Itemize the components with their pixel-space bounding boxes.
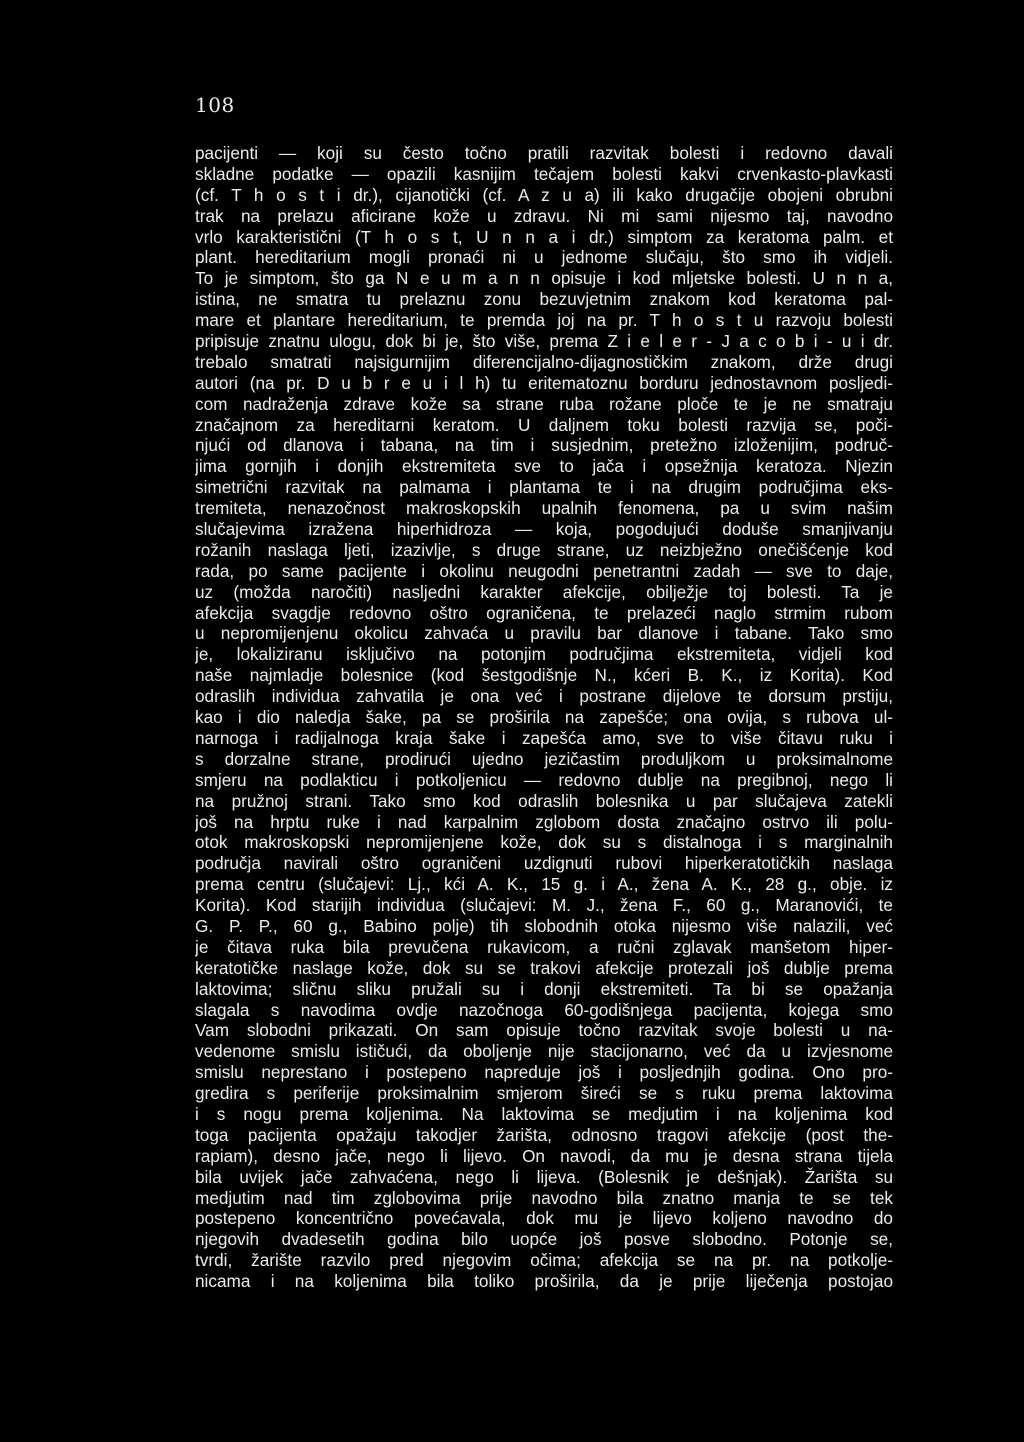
text-line: skladne podatke — opazili kasnijim tečajem bolesti kakvi crvenkasto-plavkasti: [195, 163, 893, 184]
text-line: mare et plantare hereditarium, te premda joj na pr. T h o s t u razvoju bolesti: [195, 310, 893, 331]
text-line: gredira s periferije proksimalnim smjerom šireći se s ruku prema laktovima: [195, 1083, 893, 1104]
text-line: značajnom za hereditarni keratom. U daljnem toku bolesti razvija se, poči-: [195, 414, 893, 435]
text-line: rožanih naslaga ljeti, izazivlje, s druge strane, uz neizbježno onečišćenje kod: [195, 539, 893, 560]
text-line: postepeno koncentrično povećavala, dok mu je lijevo koljeno navodno do: [195, 1208, 893, 1229]
text-line: rapiam), desno jače, nego li lijevo. On navodi, da mu je desna strana tijela: [195, 1145, 893, 1166]
text-line: afekcija svagdje redovno oštro ograničena, te prelazeći naglo strmim rubom: [195, 602, 893, 623]
text-line: vrlo karakteristični (T h o s t, U n n a i dr.) simptom za keratoma palm. et: [195, 226, 893, 247]
text-line: otok makroskopski nepromijenjene kože, dok su s distalnoga i s marginalnih: [195, 832, 893, 853]
text-line: je, lokaliziranu isključivo na potonjim područjima ekstremiteta, vidjeli kod: [195, 644, 893, 665]
text-line: G. P. P., 60 g., Babino polje) tih slobodnih otoka nijesmo više nalazili, već: [195, 915, 893, 936]
text-line: autori (na pr. D u b r e u i l h) tu eritematoznu borduru jednostavnom posljedi-: [195, 372, 893, 393]
body-text: [195, 143, 893, 1292]
text-line: je čitava ruka bila prevučena rukavicom, a ručni zglavak manšetom hiper-: [195, 936, 893, 957]
text-line: odraslih individua zahvatila je ona već i postrane dijelove te dorsum prstiju,: [195, 686, 893, 707]
text-line: slučajevima izražena hiperhidroza — koja, pogodujući doduše smanjivanju: [195, 519, 893, 540]
text-line: trebalo smatrati najsigurnijim diferencijalno-dijagnostičkim znakom, drže drugi: [195, 351, 893, 372]
text-line: njegovih dvadesetih godina bilo uopće još posve slobodno. Potonje se,: [195, 1229, 893, 1250]
text-line: kao i dio naledja šake, pa se proširila na zapešće; ona ovija, s rubova ul-: [195, 707, 893, 728]
text-line: jima gornjih i donjih ekstremiteta sve to jača i opsežnija keratoza. Njezin: [195, 456, 893, 477]
page-number: 108: [195, 93, 235, 117]
text-line: trak na prelazu aficirane kože u zdravu. Ni mi sami nijesmo taj, navodno: [195, 205, 893, 226]
text-line: laktovima; sličnu sliku pružali su i donji ekstremiteti. Ta bi se opažanja: [195, 978, 893, 999]
text-line: njući od dlanova i tabana, na tim i susjednim, pretežno izloženijim, područ-: [195, 435, 893, 456]
text-line: uz (možda naročiti) nasljedni karakter afekcije, obilježje toj bolesti. Ta je: [195, 581, 893, 602]
text-line: tvrdi, žarište razvilo pred njegovim očima; afekcija se na pr. na potkolje-: [195, 1250, 893, 1271]
text-line: To je simptom, što ga N e u m a n n opisuje i kod mljetske bolesti. U n n a,: [195, 268, 893, 289]
text-line: u nepromijenjenu okolicu zahvaća u pravilu bar dlanove i tabane. Tako smo: [195, 623, 893, 644]
text-line: pripisuje znatnu ulogu, dok bi je, što više, prema Z i e l e r - J a c o b i - u i dr.: [195, 331, 893, 352]
text-line: vedenome smislu ističući, da oboljenje nije stacijonarno, već da u izvjesnome: [195, 1041, 893, 1062]
text-line: plant. hereditarium mogli pronaći ni u jednome slučaju, što smo ih vidjeli.: [195, 247, 893, 268]
text-line: nicama i na koljenima bila toliko proširila, da je prije liječenja postojao: [195, 1271, 893, 1292]
text-line: naše najmladje bolesnice (kod šestgodišnje N., kćeri B. K., iz Korita). Kod: [195, 665, 893, 686]
text-line: toga pacijenta opažaju takodjer žarišta, odnosno tragovi afekcije (post the-: [195, 1124, 893, 1145]
text-line: istina, ne smatra tu prelaznu zonu bezuvjetnim znakom kod keratoma pal-: [195, 289, 893, 310]
text-line: smislu neprestano i postepeno napreduje još i posljednjih godina. Ono pro-: [195, 1062, 893, 1083]
text-line: područja navirali oštro ograničeni uzdignuti rubovi hiperkeratotičkih naslaga: [195, 853, 893, 874]
text-line: bila uvijek jače zahvaćena, nego li lijeva. (Bolesnik je dešnjak). Žarišta su: [195, 1166, 893, 1187]
text-line: keratotičke naslage kože, dok su se trakovi afekcije protezali još dublje prema: [195, 957, 893, 978]
text-line: Korita). Kod starijih individua (slučajevi: M. J., žena F., 60 g., Maranovići, te: [195, 895, 893, 916]
text-line: na pružnoj strani. Tako smo kod odraslih bolesnika u par slučajeva zatekli: [195, 790, 893, 811]
text-line: (cf. T h o s t i dr.), cijanotički (cf. A z u a) ili kako drugačije obojeni obrubni: [195, 184, 893, 205]
text-line: pacijenti — koji su često točno pratili razvitak bolesti i redovno davali: [195, 143, 893, 163]
text-line: još na hrptu ruke i nad karpalnim zglobom dosta značajno ostrvo ili polu-: [195, 811, 893, 832]
text-line: prema centru (slučajevi: Lj., kći A. K., 15 g. i A., žena A. K., 28 g., obje. iz: [195, 874, 893, 895]
text-line: simetrični razvitak na palmama i plantama te i na drugim područjima eks-: [195, 477, 893, 498]
text-line: smjeru na podlakticu i potkoljenicu — redovno dublje na pregibnoj, nego li: [195, 769, 893, 790]
text-line: com nadraženja zdrave kože sa strane ruba rožane ploče te je ne smatraju: [195, 393, 893, 414]
text-line: i s nogu prema koljenima. Na laktovima se medjutim i na koljenima kod: [195, 1103, 893, 1124]
text-line: tremiteta, nenazočnost makroskopskih upalnih fenomena, pa u svim našim: [195, 498, 893, 519]
text-line: s dorzalne strane, prodirući ujedno jezičastim produljkom u proksimalnome: [195, 748, 893, 769]
text-line: rada, po same pacijente i okolinu neugodni penetrantni zadah — sve to daje,: [195, 560, 893, 581]
text-line: slagala s navodima ovdje nazočnoga 60-godišnjega pacijenta, kojega smo: [195, 999, 893, 1020]
text-line: medjutim nad tim zglobovima prije navodno bila znatno manja te se tek: [195, 1187, 893, 1208]
text-line: Vam slobodni prikazati. On sam opisuje točno razvitak svoje bolesti u na-: [195, 1020, 893, 1041]
text-line: narnoga i radijalnoga kraja šake i zapešća amo, sve to više čitavu ruku i: [195, 727, 893, 748]
